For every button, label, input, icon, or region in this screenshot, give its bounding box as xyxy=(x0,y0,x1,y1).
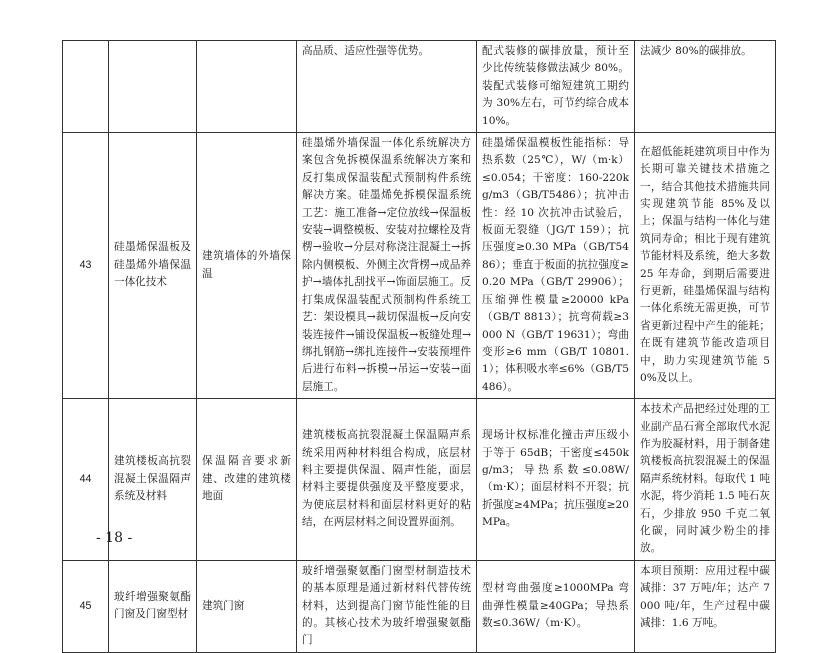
row-number: 44 xyxy=(63,399,109,561)
application-scope: 建筑门窗 xyxy=(197,560,297,652)
technology-name xyxy=(109,41,197,133)
technology-description: 建筑楼板高抗裂混凝土保温隔声系统采用两种材料组合构成，底层材料主要提供保温、隔声性能，面层材料主要提供强度及平整度要求，为使底层材料和面层材料更好的粘结，在两层材料之间设置界面剂。 xyxy=(297,399,477,561)
application-scope: 建筑墙体的外墙保温 xyxy=(197,133,297,399)
table-row xyxy=(63,399,776,561)
carbon-benefits: 本技术产品把经过处理的工业副产品石膏全部取代水泥作为胶凝材料，用于制备建筑楼板高抗裂混凝土的保温隔声系统材料。每取代 1 吨水泥，将少消耗 1.5 吨石灰石，少排放 950 千克二氧化碳，同时减少粉尘的排放。 xyxy=(635,399,776,561)
technology-name: 硅墨烯保温板及硅墨烯外墙保温一体化技术 xyxy=(109,133,197,399)
technology-name: 玻纤增强聚氨酯门窗及门窗型材 xyxy=(109,560,197,652)
row-number xyxy=(63,41,109,133)
technology-description: 高品质、适应性强等优势。 xyxy=(297,41,477,133)
carbon-benefits: 法减少 80%的碳排放。 xyxy=(635,41,776,133)
application-scope xyxy=(197,41,297,133)
table-row xyxy=(63,41,776,133)
carbon-benefits: 在超低能耗建筑项目中作为长期可靠关键技术措施之一，结合其他技术措施共同实现建筑节能 85%及以上；保温与结构一体化与建筑同寿命；相比于现有建筑节能材料及系统，绝大多数 25 年寿命，到期后需要进行更新，硅墨烯保温与结构一体化系统无需更换，可节省更新过程中产生的能耗；在既有建筑节能改造项目中，助力实现建筑节能 50%及以上。 xyxy=(635,133,776,399)
table-row xyxy=(63,560,776,652)
technical-indicators: 硅墨烯保温模板性能指标：导热系数（25℃），W/（m·k）≤0.054；干密度：160-220kg/m3（GB/T5486）；抗冲击性：经 10 次抗冲击试验后，板面无裂缝（JG/T 159）；抗压强度≥0.30 MPa（GB/T5486）；垂直于板面的抗拉强度≥0.20 MPa（GB/T 29906）；压缩弹性模量≥20000 kPa（GB/T 8813）；抗弯荷载≥3000 N（GB/T 19631）；弯曲变形≥6 mm（GB/T 10801.1）；体积吸水率≤6%（GB/T5486）。 xyxy=(477,133,635,399)
technology-description: 硅墨烯外墙保温一体化系统解决方案包含免拆模保温系统解决方案和反打集成保温装配式预制构件系统解决方案。硅墨烯免拆模保温系统工艺：施工准备→定位放线→保温板安装→调整模板、安装对拉螺栓及背楞→验收→分层对称浇注混凝土→拆除内侧模板、外侧主次背楞→成品养护→墙体扎刮找平→饰面层施工。反打集成保温装配式预制构件系统工艺：架设模具→裁切保温板→反向安装连接件→铺设保温板→板缝处理→绑扎钢筋→绑扎连接件→安装预埋件后进行布料→拆模→吊运→安装→面层施工。 xyxy=(297,133,477,399)
technical-indicators: 现场计权标准化撞击声压级小于等于 65dB；干密度≤450kg/m3；导热系数≤0.08W/（m·K）；面层材料不开裂；抗折强度≥4MPa；抗压强度≥20MPa。 xyxy=(477,399,635,561)
row-number: 43 xyxy=(63,133,109,399)
row-number: 45 xyxy=(63,560,109,652)
technology-description: 玻纤增强聚氨酯门窗型材制造技术的基本原理是通过新材料代替传统材料，达到提高门窗节能性能的目的。其核心技术为玻纤增强聚氨酯门 xyxy=(297,560,477,652)
application-scope: 保温隔音要求新建、改建的建筑楼地面 xyxy=(197,399,297,561)
table-row xyxy=(63,133,776,399)
carbon-benefits: 本项目预期：应用过程中碳减排：37 万吨/年；达产 7000 吨/年，生产过程中碳减排：1.6 万吨。 xyxy=(635,560,776,652)
page-number: - 18 - xyxy=(96,530,133,546)
technical-indicators: 型材弯曲强度≥1000MPa 弯曲弹性模量≥40GPa；导热系数≤0.36W/（m·K）。 xyxy=(477,560,635,652)
technology-name: 建筑楼板高抗裂混凝土保温隔声系统及材料 xyxy=(109,399,197,561)
technical-indicators: 配式装修的碳排放量，预计至少比传统装修做法减少 80%。装配式装修可缩短建筑工期约为 30%左右，可节约综合成本 10%。 xyxy=(477,41,635,133)
technology-table xyxy=(62,40,776,653)
